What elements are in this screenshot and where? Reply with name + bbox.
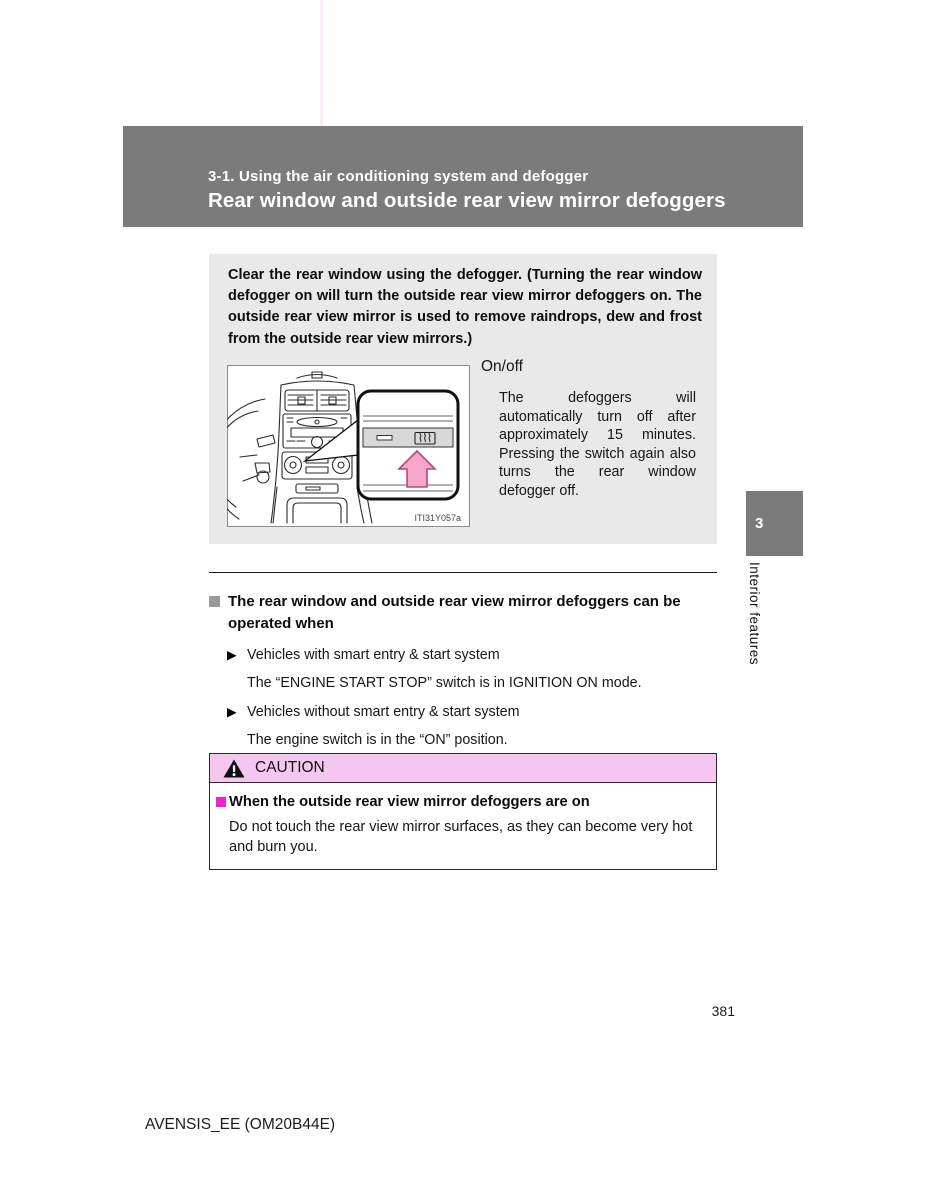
variant-detail: The “ENGINE START STOP” switch is in IGNITION ON mode. [247,675,642,691]
dashboard-figure [227,365,470,527]
footer-code: AVENSIS_EE (OM20B44E) [145,1116,336,1133]
caution-heading [216,794,702,810]
dashboard-illustration [227,365,470,527]
caution-box [209,753,717,870]
magenta-bullet-icon [216,797,226,807]
chapter-tab-label: Interior features [747,562,762,666]
variant-item [209,704,714,720]
variant-label: Vehicles without smart entry & start system [247,704,520,720]
onoff-block [481,358,696,501]
onoff-heading: On/off [481,358,523,375]
page-title: Rear window and outside rear view mirror defoggers [208,189,726,212]
caution-body [210,783,716,857]
operation-heading-text: The rear window and outside rear view mirror defoggers can be operated when [228,593,681,632]
chapter-section-label: 3-1. Using the air conditioning system and defogger [208,168,589,185]
variant-detail: The engine switch is in the “ON” position. [247,732,508,748]
operation-section [209,591,714,748]
variant-label: Vehicles with smart entry & start system [247,647,500,663]
chapter-header-band [123,126,803,227]
chapter-tab-number: 3 [755,515,764,532]
chapter-tab [746,491,803,556]
page-number: 381 [711,1003,735,1019]
scan-artifact-line [320,0,323,128]
blank-switch [377,436,392,441]
caution-label: CAUTION [255,759,325,776]
section-divider [209,572,717,573]
callout-box [358,391,458,499]
onoff-body: The defoggers will automatically turn off after approximately 15 minutes. Pressing the switch again also turns the rear window defogger off. [499,390,696,499]
caution-text: Do not touch the rear view mirror surfaces, as they can become very hot and burn you. [229,819,693,855]
figure-caption: ITI31Y057a [414,513,461,523]
caution-heading-text: When the outside rear view mirror defoggers are on [229,794,590,810]
triangle-bullet-icon: ▶ [227,648,237,662]
variant-item [209,647,714,663]
triangle-bullet-icon: ▶ [227,705,237,719]
warning-triangle-icon [223,759,245,778]
intro-panel [209,254,717,544]
intro-text: Clear the rear window using the defogger. (Turning the rear window defogger on will turn the outside rear view mirror defoggers on. The outside rear view mirror is used to remove raindrops, dew and frost from the outside rear view mirrors.) [228,267,702,347]
caution-header [210,754,716,783]
operation-heading [209,591,714,634]
square-bullet-icon [209,596,220,607]
